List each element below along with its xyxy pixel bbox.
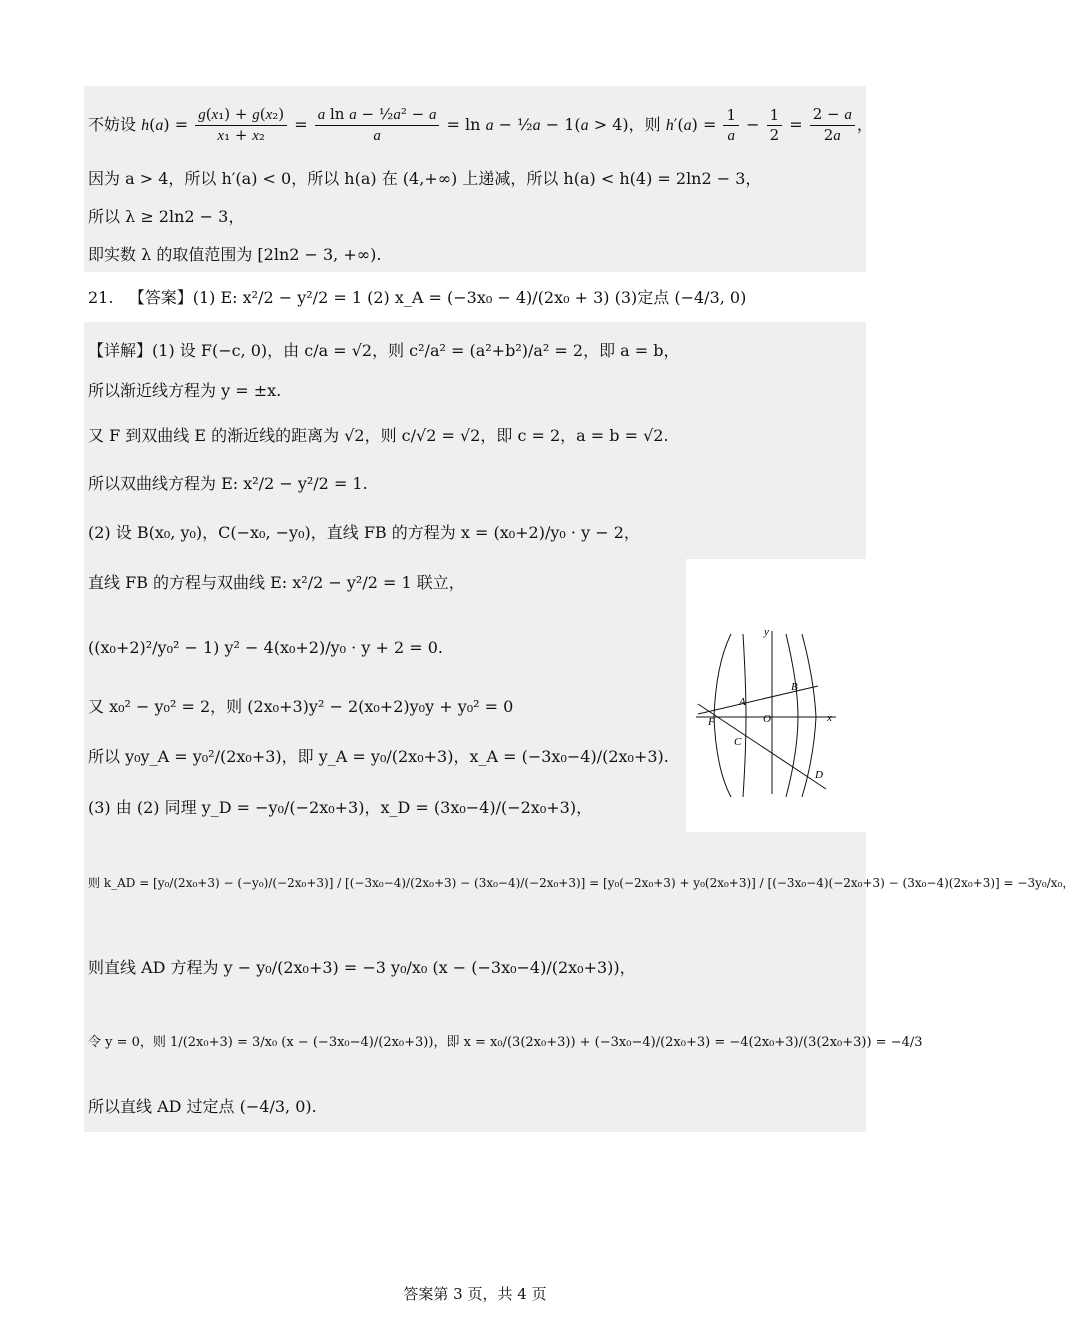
text-line: 即实数 λ 的取值范围为 [2ln2 − 3, +∞). [88,245,382,264]
detail-line: 又 F 到双曲线 E 的渐近线的距离为 √2，则 c/√2 = √2，即 c = 2，a = b = √2. [88,426,669,445]
detail-line: 又 x₀² − y₀² = 2，则 (2x₀+3)y² − 2(x₀+2)y₀y + y₀² = 0 [88,697,514,716]
label-D: D [815,769,823,781]
label-F: F [708,716,715,728]
hyperbola-inner-right [786,634,798,797]
detail-line: 则直线 AD 方程为 y − y₀/(2x₀+3) = −3 y₀/x₀ (x − (−3x₀−4)/(2x₀+3))， [88,958,636,977]
text-line: 所以 λ ≥ 2ln2 − 3， [88,207,245,226]
question-21-answer: 21. 【答案】(1) E: x²/2 − y²/2 = 1 (2) x_A = (−3x₀ − 4)/(2x₀ + 3) (3)定点 (−4/3, 0) [88,288,747,307]
detail-line: 则 k_AD = [y₀/(2x₀+3) − (−y₀)/(−2x₀+3)] / [(−3x₀−4)/(2x₀+3) − (3x₀−4)/(−2x₀+3)] = [y₀(−2x₀+3) + y₀(2x₀+3)] / [(−3x₀−4)(−2x₀+3) − (3x₀−4)(2x₀+3)] = −3y₀/x₀， [88,876,1074,890]
detail-line: 所以渐近线方程为 y = ±x. [88,381,282,400]
hyperbola-diagram [686,559,866,832]
detail-line: 所以直线 AD 过定点 (−4/3, 0). [88,1097,317,1116]
hyperbola-left-branch [714,634,731,797]
label-C: C [734,736,742,748]
hyperbola-inner-left [743,634,746,797]
detail-line: 令 y = 0，则 1/(2x₀+3) = 3/x₀ (x − (−3x₀−4)/(2x₀+3))，即 x = x₀/(3(2x₀+3)) + (−3x₀−4)/(2x₀+3) = −4(2x₀+3)/(3(2x₀+3)) = −4/3 [88,1035,923,1050]
label-x: x [827,712,832,724]
detail-line: 所以 y₀y_A = y₀²/(2x₀+3)，即 y_A = y₀/(2x₀+3)，x_A = (−3x₀−4)/(2x₀+3). [88,747,669,766]
detail-line: 【详解】(1) 设 F(−c, 0)，由 c/a = √2，则 c²/a² = (a²+b²)/a² = 2，即 a = b， [88,341,680,360]
label-O: O [763,713,771,725]
detail-line: 所以双曲线方程为 E: x²/2 − y²/2 = 1. [88,474,368,493]
detail-line: ((x₀+2)²/y₀² − 1) y² − 4(x₀+2)/y₀ · y + 2 = 0. [88,638,443,657]
text-line: 不妨设 h(a) = $\frac{\text{g(x₁) + g(x₂)}}{\text{x₁ + x₂}}$ = $\frac{\text{a ln a − ½a² − a}}{a}$ = ln a − ½a − 1(a > 4)，则 h′(a) = $\frac{1}{a}$ − $\frac{1}{2}$ = $\frac{2 - a}{2a}$ ， [88,105,873,144]
label-A: A [739,696,746,708]
page-footer: 答案第 3 页，共 4 页 [403,1285,547,1303]
detail-line: (3) 由 (2) 同理 y_D = −y₀/(−2x₀+3)，x_D = (3x₀−4)/(−2x₀+3)， [88,798,593,817]
hyperbola-figure [686,559,866,832]
hyperbola-right-branch [802,634,816,797]
label-y: y [764,626,769,638]
text-line: 因为 a > 4，所以 h′(a) < 0，所以 h(a) 在 (4,+∞) 上递减，所以 h(a) < h(4) = 2ln2 − 3， [88,169,762,188]
detail-line: (2) 设 B(x₀, y₀)，C(−x₀, −y₀)，直线 FB 的方程为 x = (x₀+2)/y₀ · y − 2， [88,523,640,542]
label-B: B [791,681,798,693]
detail-line: 直线 FB 的方程与双曲线 E: x²/2 − y²/2 = 1 联立， [88,573,465,592]
